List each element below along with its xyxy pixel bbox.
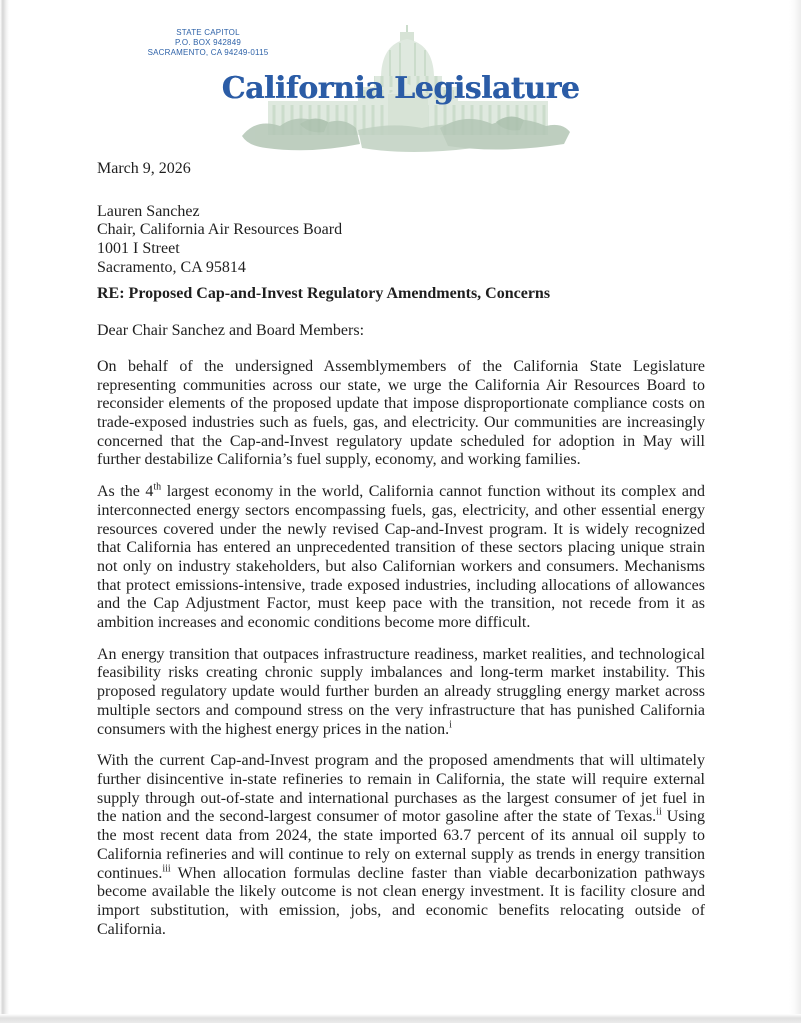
footnote-marker: ii — [656, 807, 662, 819]
return-address-line: P.O. BOX 942849 — [174, 38, 241, 47]
paragraph-text: largest economy in the world, California cannot function without its complex and interconnected energy sectors encompassing fuels, gas, electricity, and other essential energy resources covered under the newly revised Cap-and-Invest program. It is widely recognized that California has entered an unprecedented transition of these sectors placing unique strain not only on industry stakeholders, but also Californian workers and consumers. Mechanisms that protect emissions-intensive, trade exposed industries, including allocations of allowances and the Cap Adjustment Factor, must keep pace with the transition, not recede from it as ambition increases and economic conditions become more difficult. — [97, 483, 705, 632]
letter-body — [97, 160, 705, 939]
recipient-line: Lauren Sanchez — [97, 202, 200, 220]
paragraph — [97, 483, 705, 633]
salutation: Dear Chair Sanchez and Board Members: — [97, 322, 365, 340]
return-address-line: SACRAMENTO, CA 94249-0115 — [147, 48, 269, 57]
footnote-marker: th — [153, 481, 162, 493]
photo-edge-right — [789, 0, 801, 1023]
paragraph-text: As the 4 — [97, 483, 154, 501]
letter-date: March 9, 2026 — [97, 160, 191, 177]
paragraph-text: When allocation formulas decline faster than viable decarbonization pathways become available the likely outcome is not clean energy investment. It is facility closure and import substitution, with emission, jobs, and economic benefits relocating outside of California. — [97, 864, 705, 938]
return-address-line: STATE CAPITOL — [176, 28, 240, 37]
recipient-line: 1001 I Street — [97, 240, 180, 258]
photo-edge-bottom — [0, 1014, 801, 1023]
paragraph-text: An energy transition that outpaces infrastructure readiness, market realities, and technological feasibility risks creating chronic supply imbalances and long-term market instability. This proposed regulatory update would further burden an already struggling energy market across multiple sectors and compound stress on the very infrastructure that has punished California consumers with the highest energy prices in the nation. — [97, 645, 705, 738]
footnote-marker: i — [449, 719, 452, 731]
paragraph-text: Using the most recent data from 2024, the state imported 63.7 percent of its annual oil supply to California refineries and will continue to rely on external supply as trends in energy transition continues. — [97, 808, 705, 882]
subject-line: RE: Proposed Cap-and-Invest Regulatory Amendments, Concerns — [97, 284, 551, 302]
paragraph-text: On behalf of the undersigned Assemblymembers of the California State Legislature representing communities across our state, we urge the California Air Resources Board to reconsider elements of the proposed update that impose disproportionate compliance costs on trade-exposed industries such as fuels, gas, and electricity. Our communities are increasingly concerned that the Cap-and-Invest regulatory update scheduled for adoption in May will further destabilize California’s fuel supply, economy, and working families. — [97, 357, 705, 469]
paragraph-text: With the current Cap-and-Invest program and the proposed amendments that will ultimately further disincentive in-state refineries to remain in California, the state will require external supply through out-of-state and international purchases as the largest consumer of jet fuel in the nation and the second-largest consumer of motor gasoline after the state of Texas. — [97, 752, 705, 826]
recipient-address-block — [97, 203, 705, 278]
paragraph — [97, 752, 705, 939]
photo-edge-left — [0, 0, 9, 1023]
recipient-line: Sacramento, CA 95814 — [97, 258, 246, 276]
footnote-marker: iii — [162, 863, 171, 875]
paragraph — [97, 646, 705, 740]
legislature-title: California Legislature — [221, 71, 580, 106]
recipient-line: Chair, California Air Resources Board — [97, 221, 343, 239]
letter-paragraphs — [97, 358, 705, 939]
paragraph — [97, 358, 705, 470]
